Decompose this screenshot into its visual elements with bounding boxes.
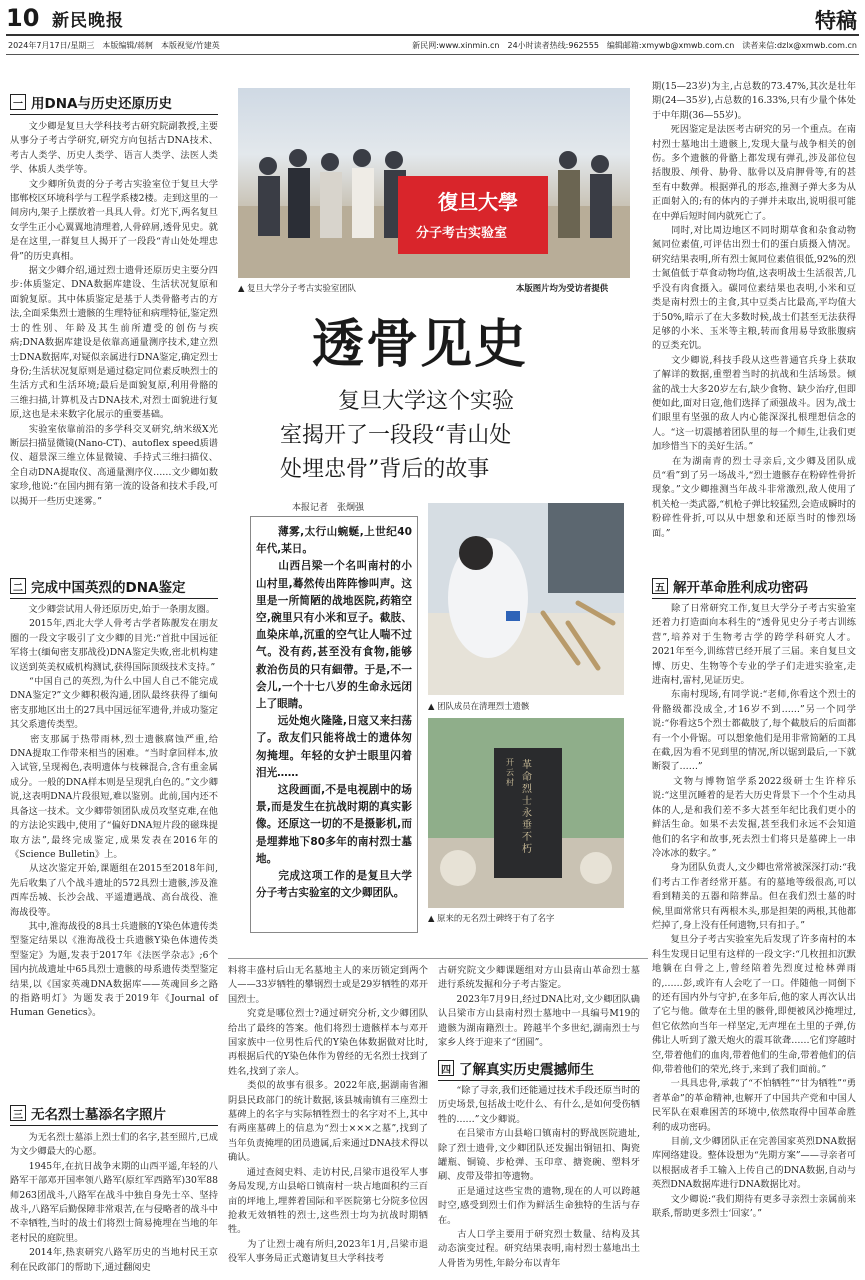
section-5-title: 解开革命胜利成功密码 (673, 580, 808, 596)
banner-subtitle: 分子考古实验室 (416, 226, 508, 241)
section-number-icon: 二 (10, 578, 26, 594)
lab-photo (428, 503, 624, 695)
photo-credit: 本版图片均为受访者提供 (516, 283, 609, 293)
section-5-heading (652, 576, 856, 599)
right-column-text: 期(15—23岁)为主,占总数的73.47%,其次是壮年期(24—35岁),占总数的16.33%,只有少量个体处于中年期(36—55岁)。 死因鉴定是法医考古研究的另一个重点。在南村烈士墓地出土遗骸上,发现大量与战争相关的创伤。多个遗骸的骨骼上都发现有弹孔,涉及部位包括腹股、颅骨、胁骨、肱骨以及肩胛骨等,有的甚至有中数弹。根据弹孔的形态,推测子弹大多为从正面射入的;有的体内的子弹并未取出,说明很可能在中弹后短时间内就死亡了。 同时,对比周边地区不同时期草食和杂食动物氮同位素值,可评估出烈士们的蛋白质摄入情况。研究结果表明,所有烈士氮同位素值很低,92%的烈士氮值低于草食动物均值,这表明战士生活很苦,几乎没有肉食摄入。碳同位素结果也表明,小米和豆类是南村烈士的主食,其中豆类占比最高,平均值大于50%,暗示了在大多数时候,战士们甚至无法获得足够的小米、玉米等主粮,转而食用易导致胀腹病的豆类充饥。 文少卿说,科技手段从这些普通官兵身上获取了解详的数据,重塑着当时的抗战和生活场景。倾盆的战士大多20岁左右,缺少食物、缺少治疗,但即便如此,面对日寇,他们选择了顽强战斗。因为,战士们眼里有坚强的敌人内心能深深扎根理想信念的人。“这一切震撼着团队里的每一个师生,让我们更加珍惜当下的美好生活。” 在为湖南青的烈士寻亲后,文少卿及团队成员“看”到了另一场战斗,“烈士遗骸存在粉碎性骨折现象。”文少卿推测当年战斗非常激烈,敌人使用了机关枪一类武器,“机枪子弹比较猛烈,会造成瞬时的粉碎性骨折,可以从中想象和还原当时的惨烈场面。” (652, 81, 856, 539)
lab-photo-illustration (428, 503, 624, 695)
tomb-photo-caption: ▲ 原来的无名烈士碑终于有了名字 (428, 913, 555, 923)
section-1-heading (10, 92, 218, 115)
section-1-title: 用DNA与历史还原历史 (31, 96, 172, 112)
date-line: 2024年7月17日/星期三 本版编辑/蒋舸 本版视觉/竹建英 (8, 41, 220, 50)
section-2-title: 完成中国英烈的DNA鉴定 (31, 580, 186, 596)
section-4-body: “除了寻亲,我们还能通过技术手段还原当时的历史场景,包括战士吃什么、有什么,是如何受伤牺牲的……”文少卿说。 在吕梁市方山县峪口镇南村的野战医院遗址,除了烈士遗骨,文少卿团队还发掘出铜钮扣、陶瓷罐瓶、铜镜、步枪弹、玉印章、搪瓷碗、塑料牙刷、皮带及带扣等遗物。 正是通过这些宝贵的遗物,现在的人可以跨越时空,感受到烈士们作为鲜活生命独特的生活与存在。 古人口学主要用于研究烈士数量、结构及其动态演变过程。研究结果表明,南村烈士墓地出土人骨皆为男性,年龄分布以青年 (438, 1085, 640, 1269)
section-5-body: 除了日常研究工作,复旦大学分子考古实验室还着力打造面向本科生的“透骨见史分子考古训练营”,培养对于生物考古学的跨学科研究人才。2021年至今,训练营已经开展了三届。来自复旦文博、历史、生物等个专业的学子们走进实验室,走进南村,雷村,见证历史。 东南村现场,有同学说:“老师,你看这个烈士的骨骼级都没成全,才16岁不到……”另一个同学说:“你看这5个烈士都截肢了,每个截肢后的后面都有一个小骨锯。可以想象他们是用非常简陋的工具在截,因为看不见到里的情况,所以锯到最后,一下就断裂了……” 文物与博物馆学系2022级研士生许梓乐说:“这里沉睡着的是若大历史背景下一个个生动具体的人,是和我们差不多大甚至年纪比我们更小的鲜活生命。如果不去发掘,甚至我们永远不会知道他们的名字和故事,死去烈士们将只是墓碑上一串冷冰冰的数字。” 身为团队负责人,文少卿也常常被深深打动:“我们考古工作者经常开墓。有的墓地等级很高,可以看到精美的五器和陪葬品。但在我们烈士墓的时候,里面常常只有两根木头,那是担架的两根,其他都烂掉了,身上没有任何遗物,只有扣子。” 复旦分子考古实验室先后发现了许多南村的本科生发现日记里有这样的一段文字:“几枚扭扣沉默地躺在白骨之上,曾经陪着先烈度过枪林弹雨的,……彭,或许有人会吃了一口。伴随他一同倒下的还有国内外与守护,在多年后,他的家人再次认出了它与他。做寿在土里的骸骨,即便被风沙掩埋过,但它依然向当年一样坚定,无声埋在土里的子弹,仿佛让人听到了激天炮火的震耳欲聋……它们穿越时空,带着他们的血肉,带着他们的生命,带着他们的信仰,带着他们的荣光,终于,来到了我们面前。” 一具具忠骨,承载了“不怕牺牲”“甘为牺牲”“勇者革命”的革命精神,也解开了中国共产党和中国人民军队在艰难困苦的环境中,依然取得中国革命胜利的成功密码。 目前,文少卿团队正在完善国家英烈DNA数据库网络建设。整体设想为“先期方案”——寻亲者可以根据成者手工输入上传自己的DNA数据,自动与英烈DNA数据库进行DNA数据比对。 文少卿说:“我们期待有更多寻亲烈士亲属前来联系,帮助更多烈士‘回家’。” (652, 603, 856, 1220)
section-number-icon: 一 (10, 94, 26, 110)
tomb-photo (428, 718, 624, 908)
byline: 本报记者 张炯强 (292, 503, 365, 513)
subtitle-line-1: 复旦大学这个实验 (338, 389, 515, 414)
intro-text: 薄雾,太行山蜿蜒,上世纪40年代,某日。 山西吕梁一个名叫南村的小山村里,蓦然传出阵阵惨叫声。这里是一所简陋的战地医院,药箱空空,碗里只有小米和豆子。截肢、血染床单,沉重的空气让人喘不过气。没有药,甚至没有食物,能够救治伤员的只有細帶。于是,不一会儿,一个十七八岁的生命永远闭上了眼睛。 远处炮火隆隆,日寇又来扫荡了。敌友们只能将战士的遗体匆匆掩埋。年轻的女护士眼里闪着泪光…… 这段画面,不是电视剧中的场景,而是发生在抗战时期的真实影像。还原这一切的不是摄影机,而是埋葬地下80多年的南村烈士墓地。 完成这项工作的是复旦大学分子考古实验室的文少卿团队。 (256, 526, 412, 900)
subtitle-line-2: 室揭开了一段段“青山处 (280, 423, 512, 448)
section-1-body: 文少卿是复旦大学科技考古研究院副教授,主要从事分子考古学研究,研究方向包括古DNA技术、考古人类学、历史人类学、语言人类学、法医人类学、体质人类学等。 文少卿所负责的分子考古实验室位于复旦大学邯郸校区环境科学与工程学系楼2楼。走到这里的一间房内,架子上摆放着一具具人骨。灯光下,两名复旦女学生正小心翼翼地清理着,人骨碎屑,透骨见史。就是在这里,一群复旦人揭开了一段段“青山处处埋忠骨”的历史真相。 据文少卿介绍,通过烈士遗骨还原历史主要分四步:体质鉴定、DNA数据库建设、生活状况复原和面貌复原。其中体质鉴定是基于人类骨骼考古的方法,全面采集烈士遗骸的生理特征和病理特征,鉴定烈士的性别、年龄及其生前所遭受的创伤与疾病;DNA数据库建设是依靠高通量测序技术,建立烈士DNA数据库,对疑似亲属进行DNA鉴定,确定烈士身份;生活状况复原则是通过稳定同位素反映烈士的生活方式和生活环境;最后是面貌复原,利用骨骼的三维扫描,计算机及古DNA技术,对烈士面貌进行复原,这也是未来数字化展示的重要基础。 实验室依靠前沿的多学科交叉研究,纳米级X光断层扫描显微镜(Nano-CT)、autoflex speed质谱仪、超景深三维立体显微镜、手持式三维扫描仪、全自动DNA提取仪、高通量测序仪……文少卿如数家珍,他说:“在国内拥有第一流的设备和技术手段,可以揭开一些历史迷雾。” (10, 121, 218, 507)
lab-photo-caption: ▲ 团队成员在清理烈士遗骸 (428, 701, 530, 711)
column-continuation-1: 料将丰盛村后山无名墓地主人的来历锁定到两个人——33岁牺牲的攀钢烈士或是29岁牺牲的邓开国烈士。 究竟是哪位烈士?通过研究分析,文少卿团队给出了最终的答案。他们将烈士遗骸样本与邓开国家族中一位男性后代的Y染色体数据做对比时,再根据后代的Y染色体作为曾经的无名烈士找到了姓名,找到了亲人。 类似的故事有很多。2022年底,据湖南省湘阴县民政部门的统计数据,该县城南镇有三座烈士墓碑上的名字与实际牺牲烈士的名字对不上,其中有两座墓碑上的信息为“烈士×××之墓”,找到了当年负责掩埋的团员遗属,后来通过DNA技术得以确认。 通过查阅史料、走访村民,吕梁市退役军人事务局发现,方山县峪口镇南村一块占地面积约三百亩的坪地上,埋葬着国际和平医院第七分院多位因抢救无效牺牲的烈士,这些烈士均为抗战时期牺牲。 为了让烈士魂有所归,2023年1月,吕梁市退役军人事务局正式邀请复旦大学科技考 (228, 965, 428, 1265)
mid-divider (228, 958, 648, 959)
section-2-heading (10, 576, 218, 599)
team-photo-caption: ▲ 复旦大学分子考古实验室团队 (238, 283, 356, 293)
section-4-title: 了解真实历史震撼师生 (459, 1062, 594, 1078)
section-2-body: 文少卿尝试用人骨还原历史,始于一条朋友圈。 2015年,西北大学人骨考古学者陈靓发在朋友圈的一段文字吸引了文少卿的目光:“首批中国远征军将士(缅甸密支那战役)DNA鉴定失败,密北机构建议送到英美权威机构测试,获得国际顶级技术支持。” “中国自己的英烈,为什么中国人自己不能完成DNA鉴定?”文少卿积极沟通,团队最终获得了缅甸密支那地区出土的27具中国远征军遗骨,并成功鉴定其父系遗传类型。 密支那属于热带雨林,烈士遗骸腐蚀严重,给DNA提取工作带来相当的困难。“当时拿回样本,放入试管,呈现褐色,表明遗体与枝棘混合,含有重金属成分。一般的DNA样本则是呈现乳白色的。”文少卿说,这表明DNA片段很短,难以鉴别。此前,国内还不具备这一技术。文少卿带领团队成员攻坚克难,在他的方法论实践中,使用了“偏好DNA短片段的磁珠提取方法”,最终完成鉴定,成果发表在2016年的《Science Bulletin》上。 从这次鉴定开始,课题组在2015至2018年间,先后收集了八个战斗遗址的572具烈士遗骸,涉及淮西库岳城、长沙会战、平遥遭遇战、高台战役、淮海战役等。 其中,淮海战役的8具士兵遗骸的Y染色体遗传类型鉴定结果以《淮海战役士兵遗骸Y染色体遗传类型鉴定》为题,发表于2017年《法医学杂志》;6个国内抗战遗址中65具烈士遗骸的母系遗传类型鉴定结果,以《国家英魂DNA数据库——英魂回乡之路的指路明灯》为题发表于2019年《Journal of Human Genetics》。 (10, 604, 218, 1019)
team-photo-illustration (238, 88, 630, 278)
section-number-icon: 五 (652, 578, 668, 594)
section-4-heading (438, 1058, 640, 1081)
masthead-rule-thin (6, 54, 859, 55)
tomb-inscription-small: 开云村 (506, 758, 514, 787)
team-photo (238, 88, 630, 278)
column-continuation-2: 古研究院文少卿课题组对方山县南山革命烈士墓进行系统发掘和分子考古鉴定。 2023年7月9日,经过DNA比对,文少卿团队确认吕梁市方山县南村烈士墓地中一具编号M19的遗骸为湖南籍烈士。跨越半个多世纪,湖南烈士与家乡人终于迎来了“团圆”。 (438, 965, 640, 1049)
section-label: 特稿 (815, 9, 857, 33)
tomb-inscription: 革命烈士永垂不朽 (522, 760, 532, 855)
contact-line: 新民网:www.xinmin.cn 24小时读者热线:962555 编辑邮箱:xmywb@xmwb.com.cn 读者来信:dzlx@xmwb.com.cn (412, 41, 857, 50)
page-number: 10 (6, 4, 40, 32)
banner-title: 復旦大學 (438, 190, 518, 214)
section-3-heading (10, 1103, 218, 1126)
paper-name: 新民晚报 (52, 11, 124, 31)
headline: 透骨见史 (312, 314, 529, 375)
section-number-icon: 三 (10, 1105, 26, 1121)
section-3-title: 无名烈士墓添名字照片 (31, 1107, 166, 1123)
section-3-body: 为无名烈士墓添上烈士们的名字,甚至照片,已成为文少卿最大的心愿。 1945年,在抗日战争末期的山西平遥,年轻的八路军干部邓开国率领八路军(原红军西路军)30军88师263团战斗,八路军在战斗中独自身先士卒、坚持战斗,八路军后勤保障非常艰苦,在与侵略者的战斗中不幸牺牲,当时的战士们将烈士简易掩埋在当地的年老村民的庭院里。 2014年,热衷研究八路军历史的当地村民王京利在民政部门的帮助下,通过翻阅史 (10, 1132, 218, 1273)
masthead-rule (6, 34, 859, 36)
section-number-icon: 四 (438, 1060, 454, 1076)
subtitle-line-3: 处埋忠骨”背后的故事 (280, 457, 490, 482)
